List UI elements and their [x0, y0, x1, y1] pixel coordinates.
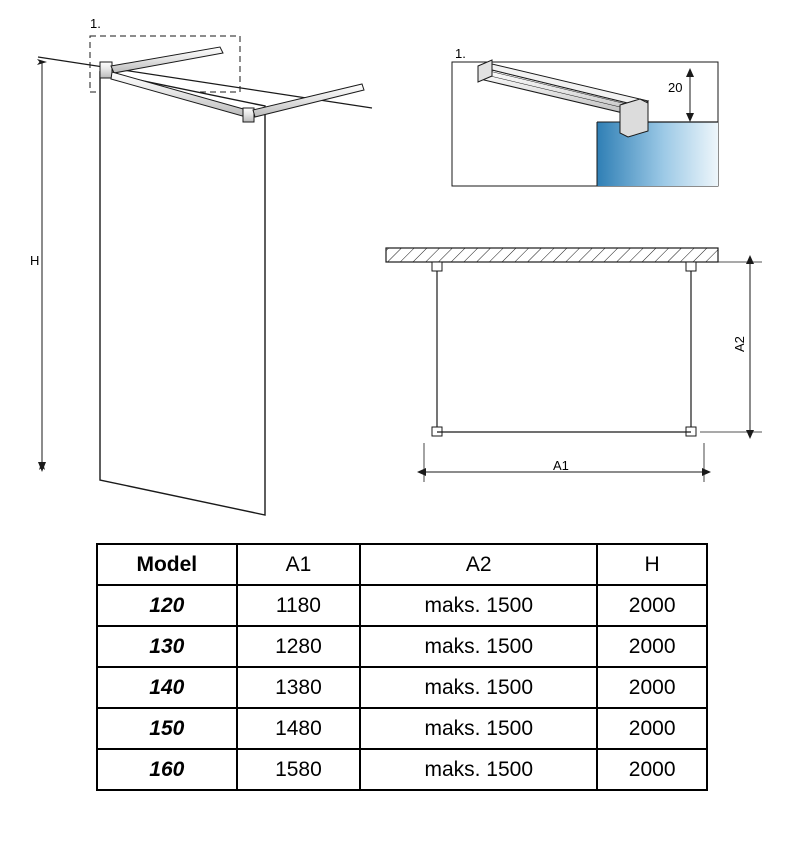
- cell-model: 130: [97, 626, 237, 667]
- detail-marker-front-label: 1.: [90, 16, 101, 31]
- dimension-height: [30, 62, 46, 472]
- glass-connector-front: [243, 108, 254, 122]
- column-header-h: H: [597, 544, 707, 585]
- detail-zoom-view: [452, 46, 718, 186]
- cell-a1: 1280: [237, 626, 361, 667]
- glass-clamp-detail: [620, 99, 648, 137]
- cell-a2: maks. 1500: [360, 708, 597, 749]
- dimension-20-label: 20: [668, 80, 683, 95]
- cell-a1: 1180: [237, 585, 361, 626]
- column-header-a1: A1: [237, 544, 361, 585]
- dimension-a1-label: A1: [553, 458, 569, 473]
- glass-panel-front: [100, 72, 265, 515]
- cell-a2: maks. 1500: [360, 749, 597, 790]
- cell-model: 160: [97, 749, 237, 790]
- cell-h: 2000: [597, 585, 707, 626]
- column-header-model: Model: [97, 544, 237, 585]
- wall-connector-left: [432, 262, 442, 271]
- table-body: [97, 585, 707, 790]
- cell-a1: 1580: [237, 749, 361, 790]
- cell-model: 120: [97, 585, 237, 626]
- cell-a2: maks. 1500: [360, 667, 597, 708]
- table-row: [97, 749, 707, 790]
- cell-h: 2000: [597, 708, 707, 749]
- table-header-row: [97, 544, 707, 585]
- detail-marker-zoom-label: 1.: [455, 46, 466, 61]
- front-view: [30, 16, 372, 515]
- column-header-a2: A2: [360, 544, 597, 585]
- table-row: [97, 585, 707, 626]
- cell-h: 2000: [597, 667, 707, 708]
- top-view: [386, 248, 762, 482]
- glass-edge-detail: [597, 122, 718, 186]
- cell-model: 150: [97, 708, 237, 749]
- stabilizer-bar-upper: [111, 47, 223, 73]
- cell-a2: maks. 1500: [360, 626, 597, 667]
- wall-hatch-band: [386, 248, 718, 262]
- cell-model: 140: [97, 667, 237, 708]
- cell-a1: 1480: [237, 708, 361, 749]
- dimension-a2: [700, 255, 762, 439]
- cell-h: 2000: [597, 626, 707, 667]
- stabilizer-bar-right: [253, 84, 364, 117]
- cell-h: 2000: [597, 749, 707, 790]
- wall-bracket-left: [100, 62, 112, 78]
- specification-table: [96, 543, 708, 791]
- dimension-a2-label: A2: [732, 336, 747, 352]
- wall-connector-right: [686, 262, 696, 271]
- cell-a1: 1380: [237, 667, 361, 708]
- table-header: [97, 544, 707, 585]
- cell-a2: maks. 1500: [360, 585, 597, 626]
- table-row: [97, 626, 707, 667]
- height-label: H: [30, 253, 40, 268]
- table-row: [97, 708, 707, 749]
- table-row: [97, 667, 707, 708]
- dimension-a1: [417, 443, 711, 482]
